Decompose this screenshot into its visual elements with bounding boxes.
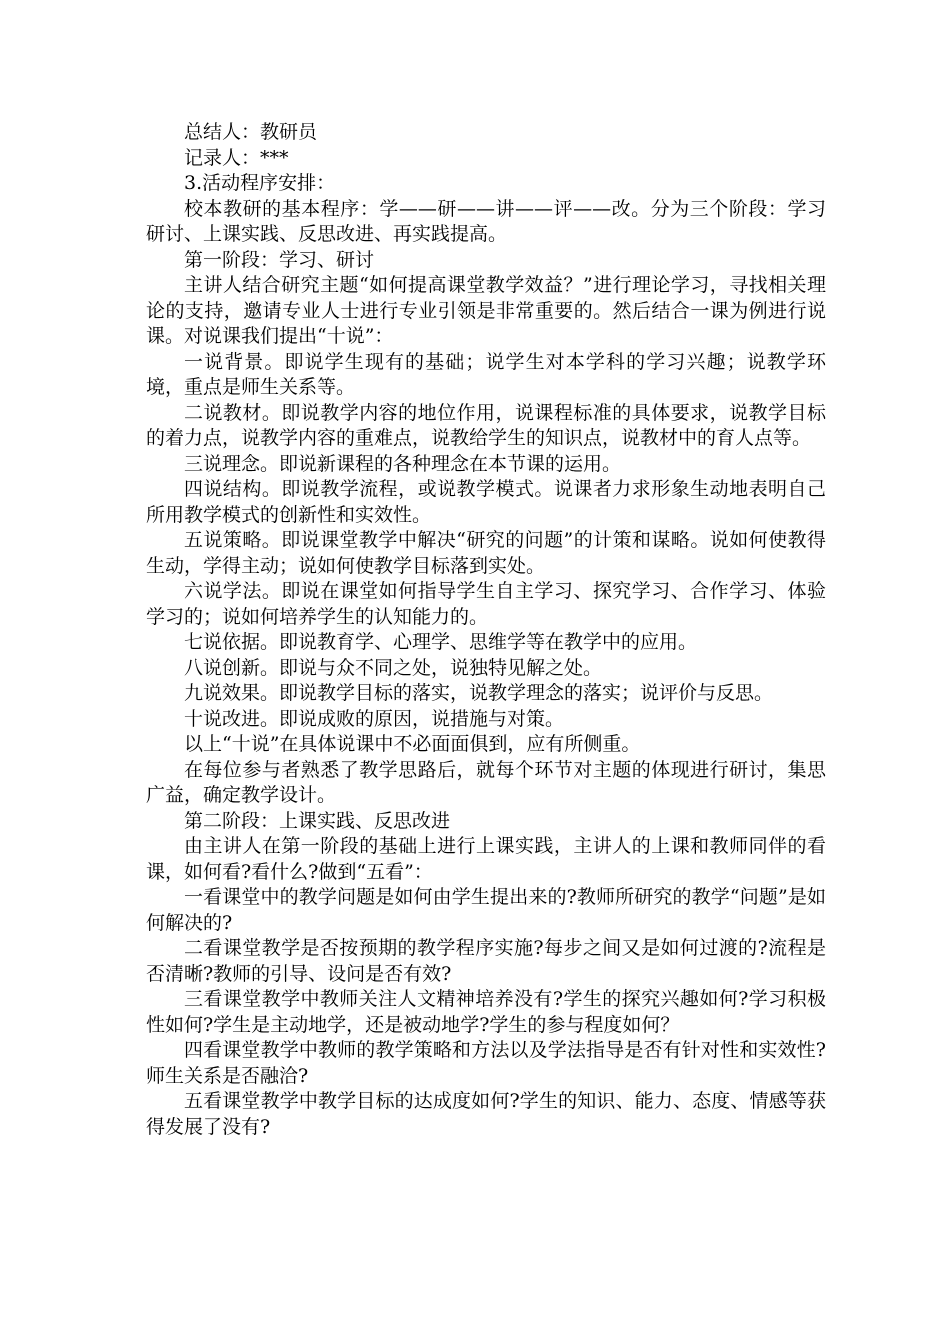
list-item: 四看课堂教学中教师的教学策略和方法以及学法指导是否有针对性和实效性?师生关系是否融洽? (146, 1039, 826, 1087)
list-item: 三看课堂教学中教师关注人文精神培养没有?学生的探究兴趣如何?学习积极性如何?学生是主动地学，还是被动地学?学生的参与程度如何？ (146, 988, 826, 1036)
section-heading: 3.活动程序安排： (184, 172, 336, 194)
list-item: 二说教材。即说教学内容的地位作用，说课程标准的具体要求，说教学目标的着力点，说教学内容的重难点，说教给学生的知识点，说教材中的育人点等。 (146, 401, 826, 449)
document-page (146, 120, 826, 1140)
list-item: 六说学法。即说在课堂如何指导学生自主学习、探究学习、合作学习、体验学习的；说如何培养学生的认知能力的。 (146, 580, 826, 628)
list-item: 八说创新。即说与众不同之处，说独特见解之处。 (184, 656, 603, 679)
paragraph: 在每位参与者熟悉了教学思路后，就每个环节对主题的体现进行研讨，集思广益，确定教学设计。 (146, 758, 826, 806)
list-item: 七说依据。即说教育学、心理学、思维学等在教学中的应用。 (184, 631, 698, 653)
stage-heading: 第一阶段：学习、研讨 (184, 248, 375, 271)
paragraph: 主讲人结合研究主题“如何提高课堂教学效益？”进行理论学习，寻找相关理论的支持，邀请专业人士进行专业引领是非常重要的。然后结合一课为例进行说课。对说课我们提出“十说”： (146, 274, 826, 347)
paragraph: 以上“十说”在具体说课中不必面面俱到，应有所侧重。 (184, 733, 641, 755)
list-item: 一说背景。即说学生现有的基础；说学生对本学科的学习兴趣；说教学环境，重点是师生关系等。 (146, 350, 826, 398)
list-item: 九说效果。即说教学目标的落实，说教学理念的落实；说评价与反思。 (184, 682, 774, 704)
summarizer-line: 总结人：教研员 (184, 121, 318, 143)
list-item: 十说改进。即说成败的原因，说措施与对策。 (184, 707, 565, 730)
list-item: 三说理念。即说新课程的各种理念在本节课的运用。 (184, 452, 622, 475)
paragraph: 由主讲人在第一阶段的基础上进行上课实践，主讲人的上课和教师同伴的看课，如何看?看什么?做到“五看”： (146, 835, 826, 883)
recorder-line: 记录人：*** (184, 146, 289, 169)
list-item: 二看课堂教学是否按预期的教学程序实施?每步之间又是如何过渡的?流程是否清晰?教师的引导、设问是否有效? (146, 937, 826, 985)
paragraph: 校本教研的基本程序：学——研——讲——评——改。分为三个阶段：学习研讨、上课实践、反思改进、再实践提高。 (146, 197, 826, 245)
list-item: 五看课堂教学中教学目标的达成度如何?学生的知识、能力、态度、情感等获得发展了没有? (146, 1090, 826, 1138)
stage-heading: 第二阶段：上课实践、反思改进 (184, 809, 451, 832)
list-item: 一看课堂中的教学问题是如何由学生提出来的?教师所研究的教学“问题”是如何解决的? (146, 886, 826, 934)
list-item: 四说结构。即说教学流程，或说教学模式。说课者力求形象生动地表明自己所用教学模式的创新性和实效性。 (146, 478, 826, 526)
list-item: 五说策略。即说课堂教学中解决“研究的问题”的计策和谋略。说如何使教得生动，学得主动；说如何使教学目标落到实处。 (146, 529, 826, 577)
